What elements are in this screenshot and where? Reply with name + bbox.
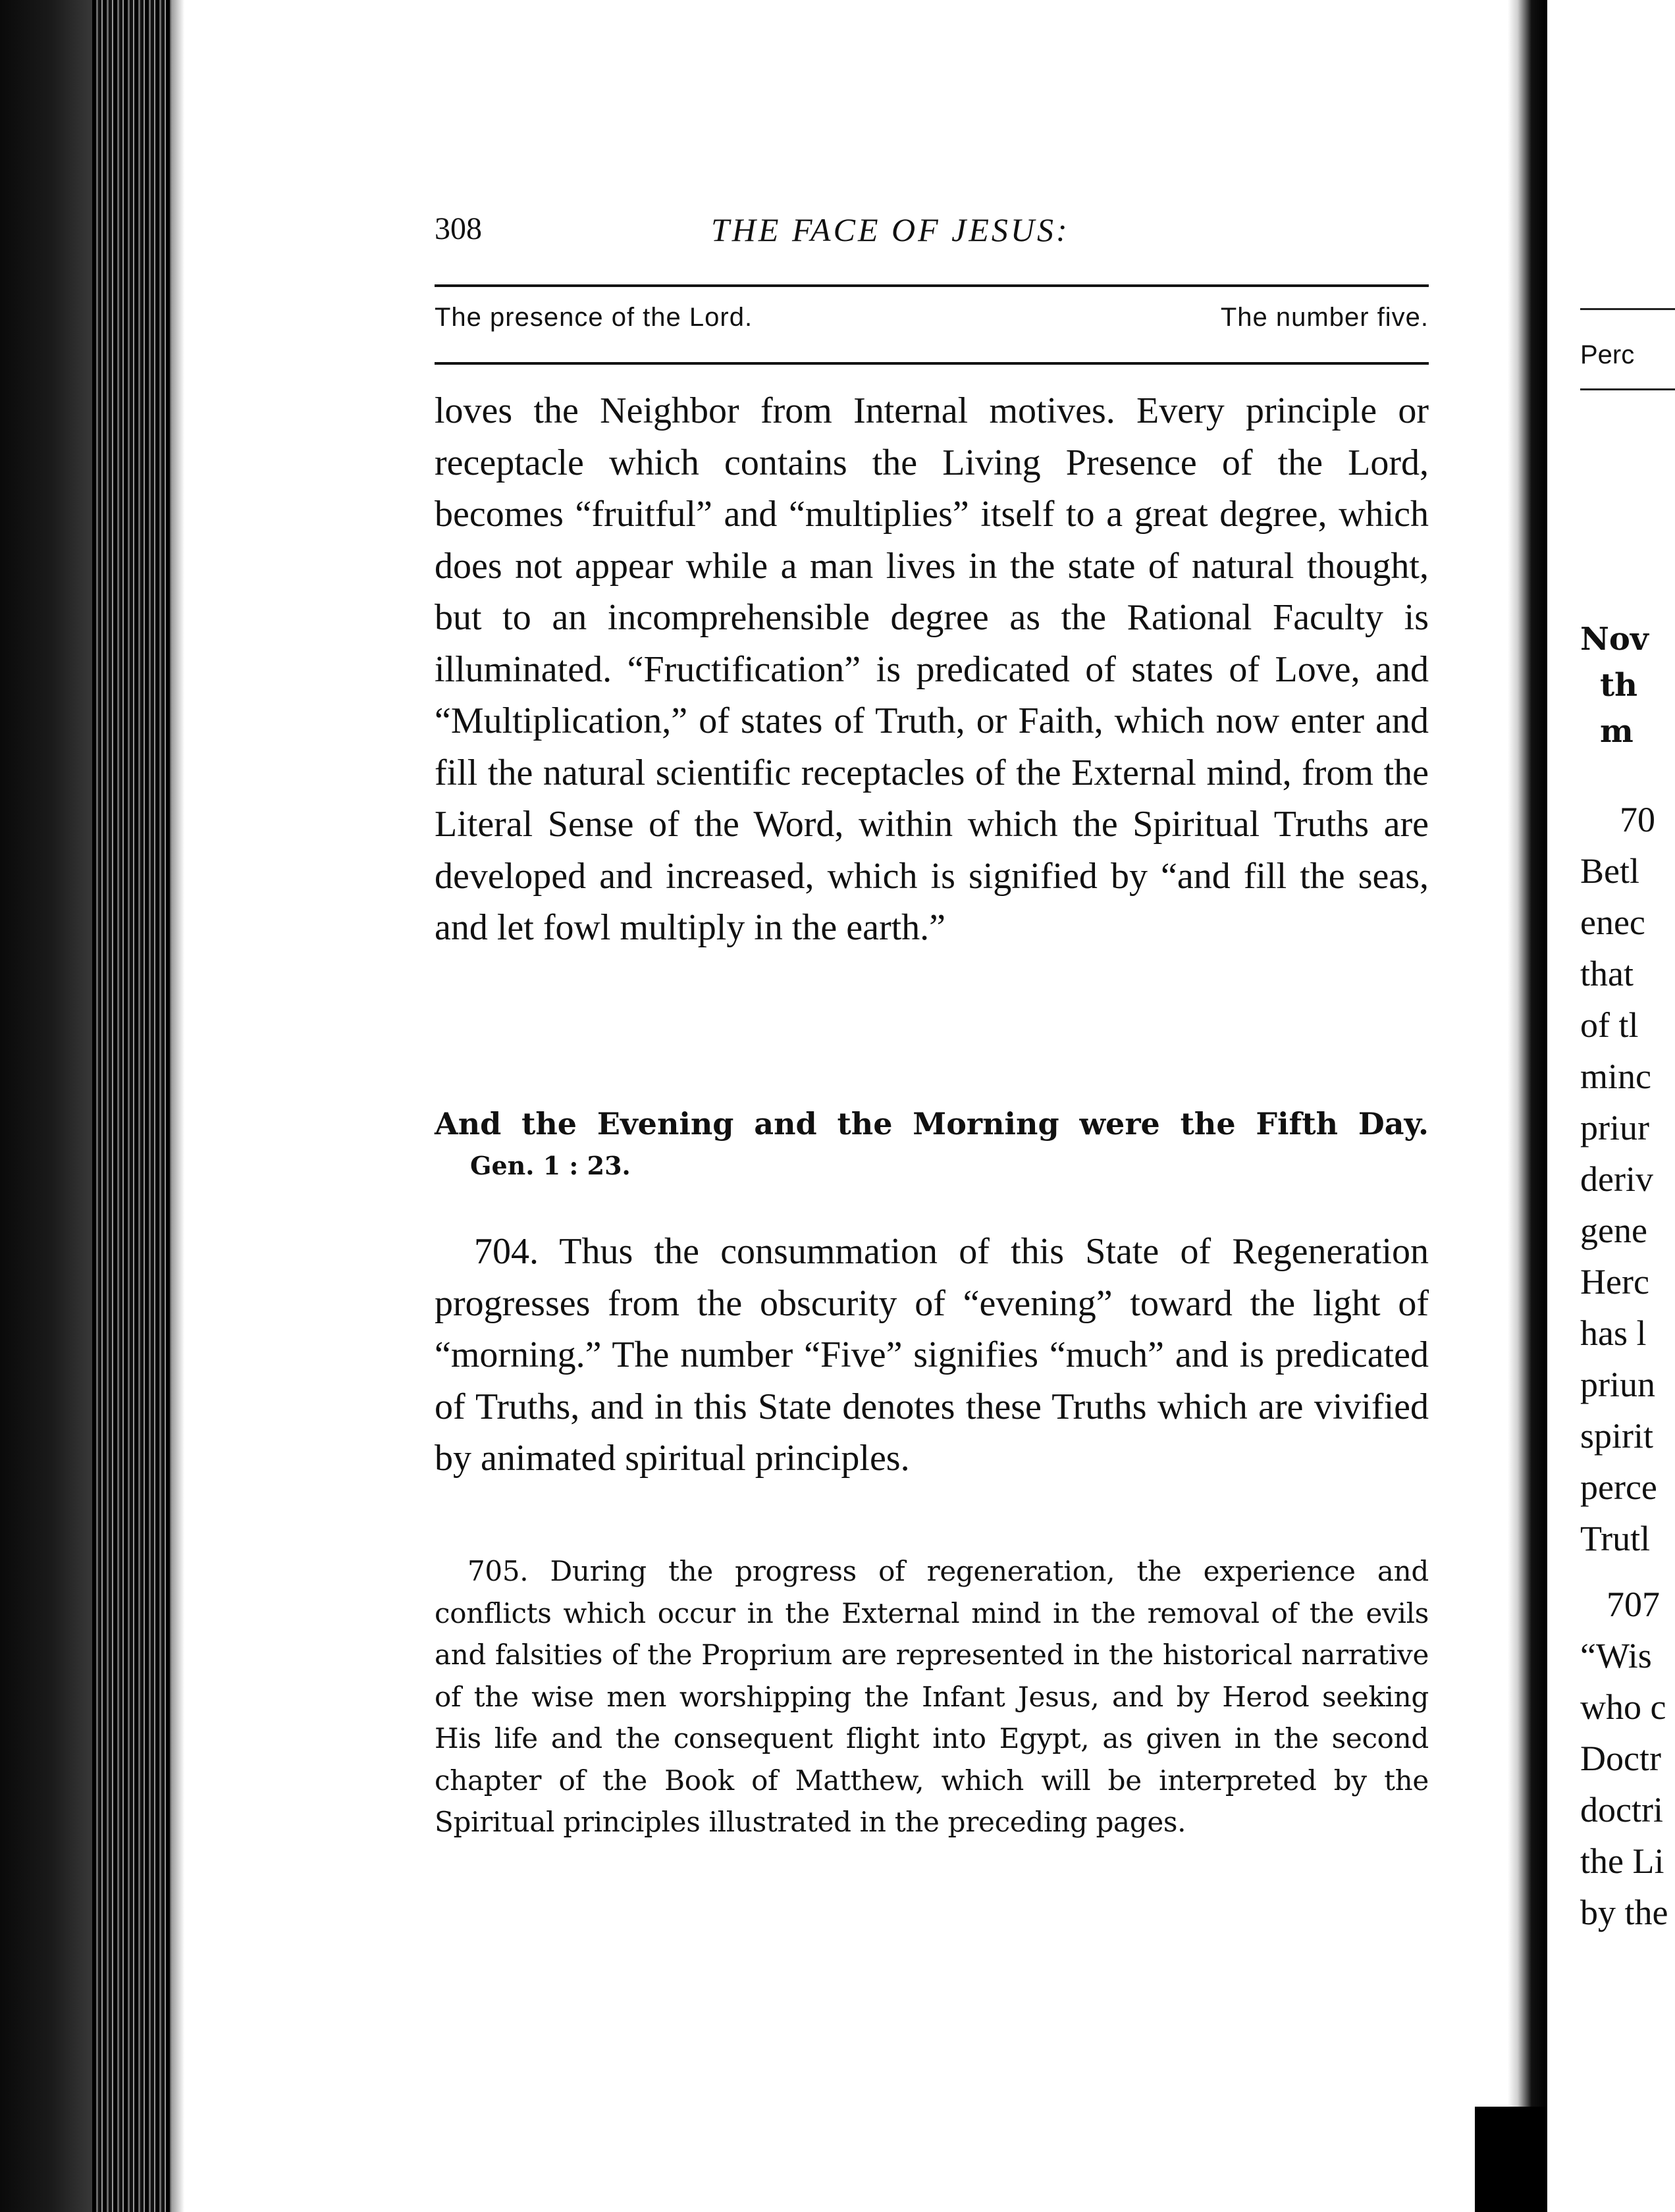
verse-heading: And the Evening and the Morning were the Fifth Day. [435,1106,1429,1142]
right-body-line: of tl [1580,1005,1639,1045]
subhead [435,303,1429,342]
verse-reference: Gen. 1 : 23. [470,1151,631,1180]
header-rule-bottom [435,362,1429,365]
right-body-line: 707 [1607,1585,1660,1624]
right-body-line: gene [1580,1211,1647,1250]
right-body-line: Herc [1580,1262,1649,1302]
right-body-line: 70 [1620,800,1655,839]
right-rule-top [1580,308,1675,310]
right-body-line: who c [1580,1687,1666,1727]
gutter-bottom-shadow [1475,2107,1547,2212]
right-body-line: by the [1580,1893,1668,1932]
page-gutter [1508,0,1547,2212]
right-heading-line: th [1600,667,1638,704]
right-body-line: that [1580,954,1634,993]
right-body-line: minc [1580,1057,1651,1096]
right-body-line: Doctr [1580,1739,1661,1778]
book-binding-edge [0,0,171,2212]
right-body-line: enec [1580,903,1645,942]
right-body-line: doctri [1580,1790,1663,1830]
right-heading-line: Nov [1580,621,1649,658]
subhead-right: The number five. [1220,303,1429,332]
right-body-line: has l [1580,1313,1647,1353]
right-body-line: deriv [1580,1159,1653,1199]
page-number: 308 [435,211,482,246]
paragraph-705: 705. During the progress of regeneration, the experience and conflicts which occur in the External mind in the removal of the evils and falsities of the Proprium are represented in the historical narrative of the wise men worshipping the Infant Jesus, and by Herod seeking His life and the consequent flight into Egypt, as given in the second chapter of the Book of Matthew, which will be interpreted by the Spiritual principles illustrated in the preceding pages. [435,1555,1429,1838]
right-body-line: priur [1580,1108,1649,1147]
right-body-line: spirit [1580,1416,1654,1456]
paragraph-704: 704. Thus the consummation of this State of Regeneration progresses from the obscurity of “evening” toward the light of “morning.” The number “Five” signifies “much” and is predicated of Truths, and in this State denotes these Truths which are vivified by animated spiritual principles. [435,1231,1429,1479]
right-page-fragment [1554,0,1675,2212]
right-body-line: “Wis [1580,1636,1652,1675]
right-body-line: Betl [1580,851,1639,891]
right-body-line: the Li [1580,1841,1664,1881]
right-rule-bottom [1580,388,1675,390]
right-body-line: Trutl [1580,1519,1651,1558]
right-body-line: perce [1580,1467,1657,1507]
right-heading-line: m [1600,713,1634,750]
right-body-line: priun [1580,1365,1655,1404]
right-subhead: Perc [1580,340,1635,369]
page-edge-shadow [171,0,184,2212]
paragraph-continued: loves the Neighbor from Internal motives. Every principle or receptacle which contains the Living Presence of the Lord, becomes “fruitful” and “multiplies” itself to a great degree, which does not appear while a man lives in the state of natural thought, but to an incomprehensible degree as the Rational Faculty is illuminated. “Fructification” is predicated of states of Love, and “Multiplication,” of states of Truth, or Faith, which now enter and fill the natural scientific receptacles of the External mind, from the Literal Sense of the Word, within which the Spiritual Truths are developed and increased, which is signified by “and fill the seas, and let fowl multiply in the earth.” [435,390,1429,948]
book-title: THE FACE OF JESUS: [711,211,1070,248]
running-head [435,211,1429,263]
header-rule-top [435,284,1429,287]
subhead-left: The presence of the Lord. [435,303,753,332]
